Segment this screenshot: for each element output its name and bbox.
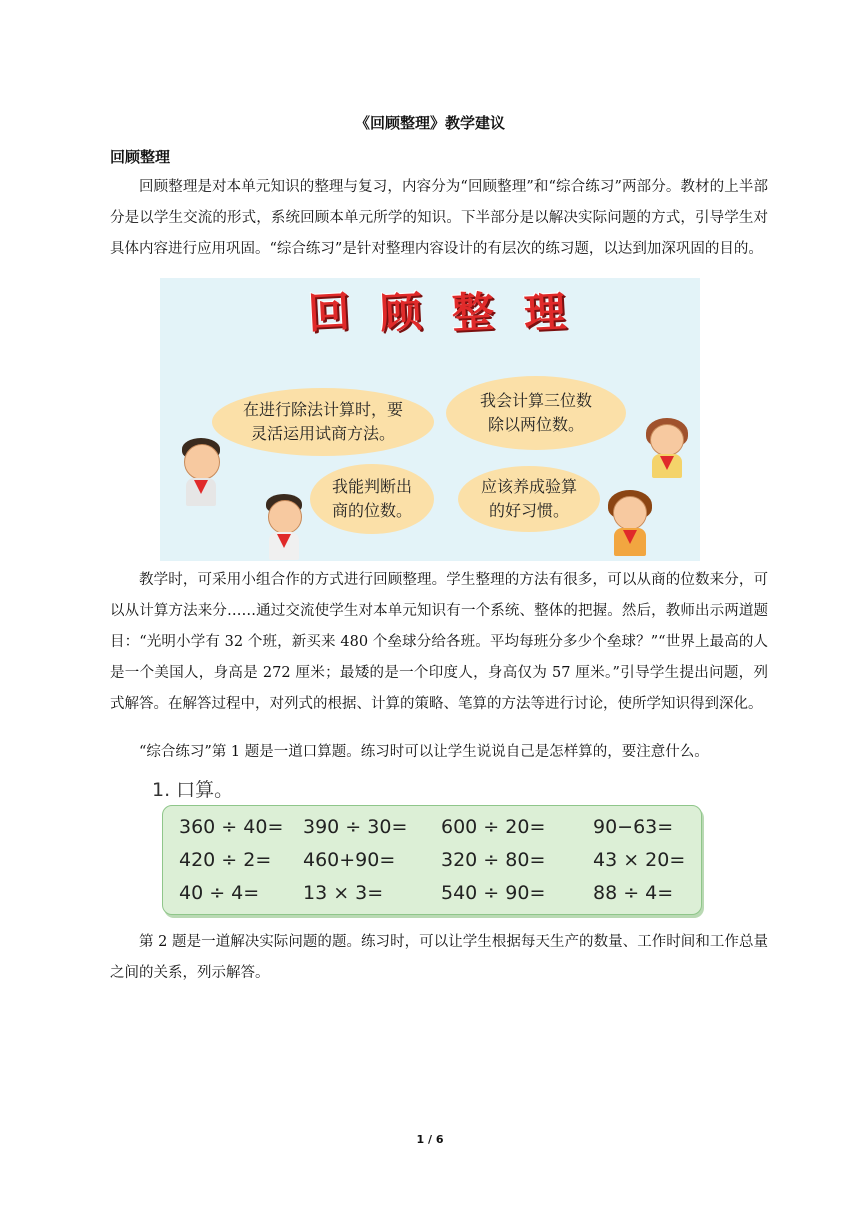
calc-item: 88 ÷ 4=: [593, 882, 674, 904]
calc-item: 420 ÷ 2=: [179, 849, 272, 871]
calc-item: 460+90=: [303, 849, 396, 871]
banner-char: 回: [306, 286, 352, 339]
red-scarf: [660, 456, 674, 470]
section-heading: 回顾整理: [110, 148, 171, 166]
document-title: 《回顾整理》教学建议: [354, 114, 505, 132]
girl-figure: [640, 418, 694, 478]
speech-bubble: [310, 464, 434, 534]
oral-calc-box: [162, 805, 702, 915]
face: [268, 500, 302, 534]
speech-bubble-text: 应该养成验算 的好习惯。: [480, 477, 577, 520]
red-scarf: [194, 480, 208, 494]
banner-char: 理: [522, 286, 568, 339]
boy-figure: [258, 494, 310, 560]
calc-item: 43 × 20=: [593, 849, 686, 871]
speech-bubble: [446, 376, 626, 450]
speech-bubble-text: 我能判断出 商的位数。: [331, 477, 412, 520]
girl-figure: [602, 490, 658, 558]
calc-item: 40 ÷ 4=: [179, 882, 260, 904]
calc-item: 360 ÷ 40=: [179, 816, 284, 838]
speech-bubble: [212, 388, 434, 456]
calc-item: 390 ÷ 30=: [303, 816, 408, 838]
paragraph-exercise-2: 第 2 题是一道解决实际问题的题。练习时，可以让学生根据每天生产的数量、工作时间和工作总量之间的关系，列示解答。: [110, 934, 768, 981]
red-scarf: [277, 534, 291, 548]
paragraph-teaching: 教学时，可采用小组合作的方式进行回顾整理。学生整理的方法有很多，可以从商的位数来分，可以从计算方法来分……通过交流使学生对本单元知识有一个系统、整体的把握。然后，教师出示两道题目：“光明小学有 32 个班，新买来 480 个垒球分给各班。平均每班分多少个垒球？”“世界上最高的人是一个美国人，身高是 272 厘米；最矮的是一个印度人，身高仅为 57 厘米。”引导学生提出问题，列式解答。在解答过程中，对列式的根据、计算的策略、笔算的方法等进行讨论，使所学知识得到深化。: [110, 572, 768, 712]
banner-char: 整: [450, 286, 496, 339]
calc-item: 540 ÷ 90=: [441, 882, 546, 904]
calc-item: 320 ÷ 80=: [441, 849, 546, 871]
calc-item: 13 × 3=: [303, 882, 384, 904]
review-illustration: [160, 278, 700, 561]
speech-bubble-text: 在进行除法计算时，要 灵活运用试商方法。: [242, 400, 403, 443]
speech-bubble-text: 我会计算三位数 除以两位数。: [479, 391, 592, 434]
banner-char: 顾: [378, 286, 424, 339]
boy-figure: [174, 438, 228, 508]
illustration-banner: [298, 286, 578, 339]
paragraph-intro: 回顾整理是对本单元知识的整理与复习，内容分为“回顾整理”和“综合练习”两部分。教材的上半部分是以学生交流的形式，系统回顾本单元所学的知识。下半部分是以解决实际问题的方式，引导学生对具体内容进行应用巩固。“综合练习”是针对整理内容设计的有层次的练习题，以达到加深巩固的目的。: [110, 179, 768, 257]
face: [650, 424, 684, 456]
red-scarf: [623, 530, 637, 544]
face: [184, 444, 220, 480]
calc-item: 600 ÷ 20=: [441, 816, 546, 838]
page-number: 1 / 6: [416, 1133, 444, 1146]
calc-item: 90−63=: [593, 816, 674, 838]
face: [613, 496, 647, 530]
oral-calc-label: 1. 口算。: [152, 779, 234, 801]
speech-bubble: [458, 466, 600, 532]
paragraph-exercise-1: “综合练习”第 1 题是一道口算题。练习时可以让学生说说自己是怎样算的，要注意什么。: [139, 744, 709, 760]
